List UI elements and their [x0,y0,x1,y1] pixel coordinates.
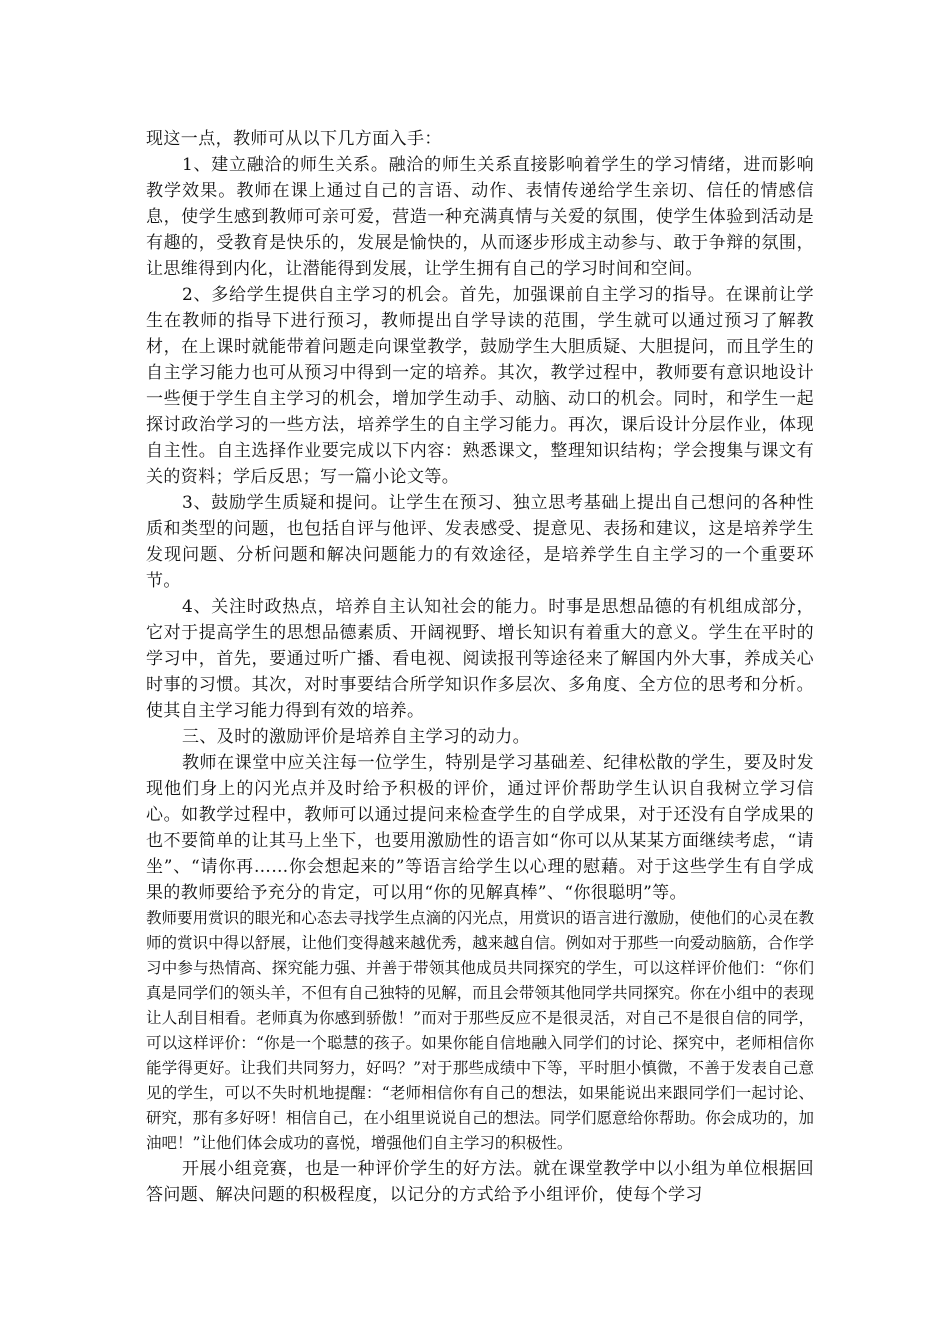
section-heading-3: 三、及时的激励评价是培养自主学习的动力。 [182,727,530,747]
paragraph-evaluation: 教师在课堂中应关注每一位学生，特别是学习基础差、纪律松散的学生，要及时发现他们身上的闪光点并及时给予积极的评价，通过评价帮助学生认识自我树立学习信心。如教学过程中，教师可以通过提问来检查学生的自学成果，对于还没有自学成果的也不要简单的让其马上坐下，也要用激励性的语言如“你可以从某某方面继续考虑，“请坐”、“请你再……你会想起来的”等语言给学生以心理的慰藉。对于这些学生有自学成果的教师要给予充分的肯定，可以用“你的见解真棒”、“你很聪明”等。 [146,753,814,903]
paragraph-appreciation: 教师要用赏识的眼光和心态去寻找学生点滴的闪光点，用赏识的语言进行激励，使他们的心灵在教师的赏识中得以舒展，让他们变得越来越优秀，越来越自信。例如对于那些一向爱动脑筋，合作学习中参与热情高、探究能力强、并善于带领其他成员共同探究的学生，可以这样评价他们：“你们真是同学们的领头羊，不但有自己独特的见解，而且会带领其他同学共同探究。你在小组中的表现让人刮目相看。老师真为你感到骄傲！”而对于那些反应不是很灵活，对自己不是很自信的同学，可以这样评价：“你是一个聪慧的孩子。如果你能自信地融入同学们的讨论、探究中，老师相信你能学得更好。让我们共同努力，好吗？”对于那些成绩中下等，平时胆小慎微，不善于发表自己意见的学生，可以不失时机地提醒：“老师相信你有自己的想法，如果能说出来跟同学们一起讨论、研究，那有多好呀！相信自己，在小组里说说自己的想法。同学们愿意给你帮助。你会成功的，加油吧！”让他们体会成功的喜悦，增强他们自主学习的积极性。 [146,909,814,1152]
paragraph-point-2: 2、多给学生提供自主学习的机会。首先，加强课前自主学习的指导。在课前让学生在教师的指导下进行预习，教师提出自学导读的范围，学生就可以通过预习了解教材，在上课时就能带着问题走向课堂教学，鼓励学生大胆质疑、大胆提问，而且学生的自主学习能力也可从预习中得到一定的培养。其次，教学过程中，教师要有意识地设计一些便于学生自主学习的机会，增加学生动手、动脑、动口的机会。同时，和学生一起探讨政治学习的一些方法，培养学生的自主学习能力。再次，课后设计分层作业，体现自主性。自主选择作业要完成以下内容：熟悉课文，整理知识结构；学会搜集与课文有关的资料；学后反思；写一篇小论文等。 [146,285,814,487]
document-body [146,126,814,1208]
paragraph-point-3: 3、鼓励学生质疑和提问。让学生在预习、独立思考基础上提出自己想问的各种性质和类型的问题，也包括自评与他评、发表感受、提意见、表扬和建议，这是培养学生发现问题、分析问题和解决问题能力的有效途径，是培养学生自主学习的一个重要环节。 [146,493,814,591]
paragraph-group-competition: 开展小组竞赛，也是一种评价学生的好方法。就在课堂教学中以小组为单位根据回答问题、解决问题的积极程度，以记分的方式给予小组评价，使每个学习 [146,1159,814,1205]
paragraph-point-4: 4、关注时政热点，培养自主认知社会的能力。时事是思想品德的有机组成部分，它对于提高学生的思想品德素质、开阔视野、增长知识有着重大的意义。学生在平时的学习中，首先，要通过听广播、看电视、阅读报刊等途径来了解国内外大事，养成关心时事的习惯。其次，对时事要结合所学知识作多层次、多角度、全方位的思考和分析。使其自主学习能力得到有效的培养。 [146,597,814,721]
paragraph-intro-continuation: 现这一点，教师可从以下几方面入手： [146,129,442,149]
paragraph-point-1: 1、建立融洽的师生关系。融洽的师生关系直接影响着学生的学习情绪，进而影响教学效果。教师在课上通过自己的言语、动作、表情传递给学生亲切、信任的情感信息，使学生感到教师可亲可爱，营造一种充满真情与关爱的氛围，使学生体验到活动是有趣的，受教育是快乐的，发展是愉快的，从而逐步形成主动参与、敢于争辩的氛围，让思维得到内化，让潜能得到发展，让学生拥有自己的学习时间和空间。 [146,155,814,279]
